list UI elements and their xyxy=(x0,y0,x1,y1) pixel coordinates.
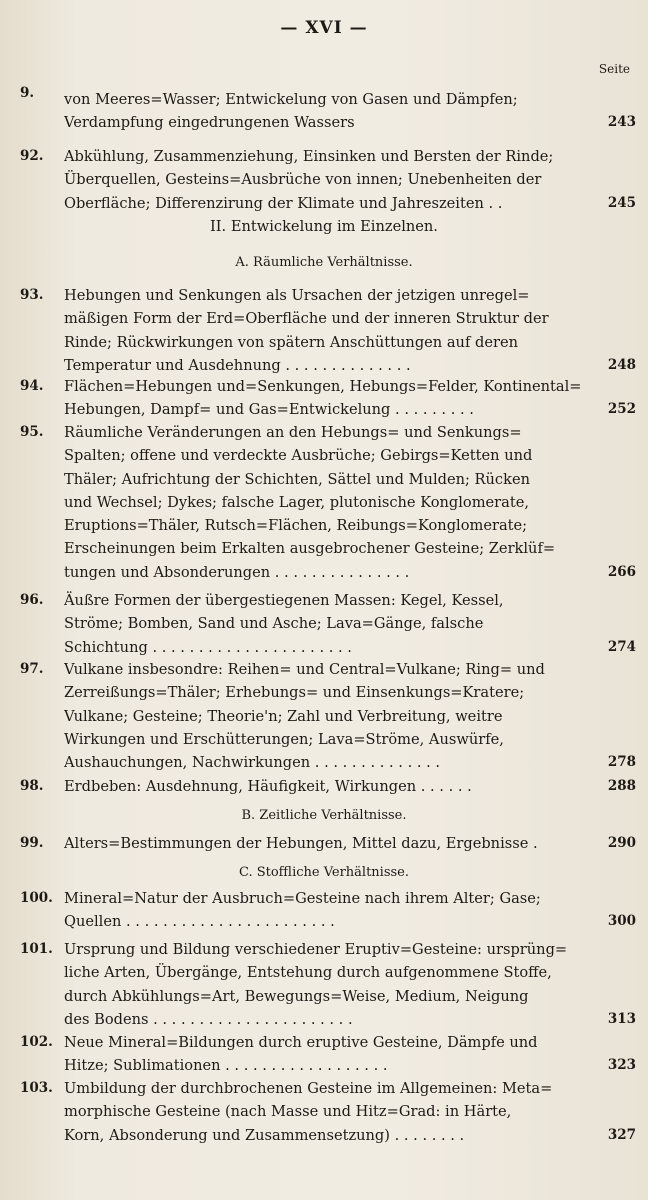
entry-number: 92. xyxy=(20,148,44,164)
entry-page-number: 288 xyxy=(607,778,636,794)
entry-line: Überquellen, Gesteins=Ausbrüche von innen; Unebenheiten der xyxy=(64,171,542,189)
entry-line: Eruptions=Thäler, Rutsch=Flächen, Reibungs=Konglomerate; xyxy=(64,517,528,535)
entry-number: 98. xyxy=(20,778,44,794)
entry-line: Vulkane insbesondre: Reihen= und Central=Vulkane; Ring= und xyxy=(64,661,545,678)
entry-line: Neue Mineral=Bildungen durch eruptive Gesteine, Dämpfe und xyxy=(64,1034,538,1051)
entry-line: Hebungen, Dampf= und Gas=Entwickelung . . . . . . . . . xyxy=(64,401,474,419)
entry-text xyxy=(64,938,604,1031)
entry-page-number: 245 xyxy=(607,194,636,211)
entry-number: 103. xyxy=(20,1080,53,1096)
entry-line: durch Abkühlungs=Art, Bewegungs=Weise, Medium, Neigung xyxy=(64,987,529,1005)
entry-line: Spalten; offene und verdeckte Ausbrüche; Gebirgs=Ketten und xyxy=(64,447,533,465)
entry-page-number: 290 xyxy=(607,835,636,851)
entry-number: 96. xyxy=(20,592,44,608)
seite-column-label: Seite xyxy=(598,62,630,76)
entry-line: Alters=Bestimmungen der Hebungen, Mittel dazu, Ergebnisse . xyxy=(64,835,538,852)
page-header: — XVI — xyxy=(280,18,368,38)
entry-text xyxy=(64,145,604,215)
entry-line: Oberfläche; Differenzirung der Klimate und Jahreszeiten . . xyxy=(64,194,503,212)
entry-number: 9. xyxy=(20,85,35,101)
entry-line: Vulkane; Gesteine; Theorie'n; Zahl und Verbreitung, weitre xyxy=(64,707,503,725)
entry-line: Erscheinungen beim Erkalten ausgebrochener Gesteine; Zerklüf= xyxy=(64,540,556,558)
entry-line: Zerreißungs=Thäler; Erhebungs= und Einsenkungs=Kratere; xyxy=(64,684,525,702)
entry-text xyxy=(64,658,604,774)
entry-line: Quellen . . . . . . . . . . . . . . . . . . . . . . . xyxy=(64,913,335,931)
entry-line: Erdbeben: Ausdehnung, Häufigkeit, Wirkungen . . . . . . xyxy=(64,778,472,795)
entry-number: 99. xyxy=(20,835,44,851)
entry-number: 101. xyxy=(20,941,53,957)
entry-number: 100. xyxy=(20,890,53,906)
entry-page-number: 323 xyxy=(607,1057,636,1074)
entry-line: Umbildung der durchbrochenen Gesteine im Allgemeinen: Meta= xyxy=(64,1080,553,1097)
entry-line: des Bodens . . . . . . . . . . . . . . . . . . . . . . xyxy=(64,1010,353,1028)
entry-page-number: 252 xyxy=(607,401,636,418)
entry-line: Thäler; Aufrichtung der Schichten, Sättel und Mulden; Rücken xyxy=(64,470,530,488)
entry-text xyxy=(64,421,604,584)
entry-line: Temperatur und Ausdehnung . . . . . . . . . . . . . . xyxy=(64,356,411,374)
entry-page-number: 266 xyxy=(607,563,636,580)
entry-page-number: 248 xyxy=(607,356,636,373)
entry-text xyxy=(64,375,604,422)
entry-line: Hitze; Sublimationen . . . . . . . . . . . . . . . . . . xyxy=(64,1057,388,1075)
entry-line: und Wechsel; Dykes; falsche Lager, plutonische Konglomerate, xyxy=(64,493,529,511)
entry-line: tungen und Absonderungen . . . . . . . . . . . . . . . xyxy=(64,563,410,581)
entry-page-number: 278 xyxy=(607,754,636,771)
entry-text xyxy=(64,1031,604,1078)
entry-line: Abkühlung, Zusammenziehung, Einsinken und Bersten der Rinde; xyxy=(64,148,554,165)
entry-line: Mineral=Natur der Ausbruch=Gesteine nach ihrem Alter; Gase; xyxy=(64,890,541,907)
subsection-heading-b: B. Zeitliche Verhältnisse. xyxy=(241,808,407,823)
entry-line: Schichtung . . . . . . . . . . . . . . . . . . . . . . xyxy=(64,638,352,656)
entry-page-number: 243 xyxy=(607,114,636,131)
entry-line: morphische Gesteine (nach Masse und Hitz=Grad: in Härte, xyxy=(64,1103,512,1121)
entry-line: Hebungen und Senkungen als Ursachen der jetzigen unregel= xyxy=(64,287,530,304)
entry-line: Äußre Formen der übergestiegenen Massen: Kegel, Kessel, xyxy=(64,592,504,609)
entry-text xyxy=(64,775,604,798)
entry-line: Rinde; Rückwirkungen von spätern Anschüttungen auf deren xyxy=(64,333,518,351)
entry-line: Aushauchungen, Nachwirkungen . . . . . . . . . . . . . . xyxy=(64,754,441,772)
entry-text xyxy=(64,1077,604,1147)
entry-page-number: 313 xyxy=(607,1010,636,1027)
entry-number: 95. xyxy=(20,424,44,440)
entry-page-number: 274 xyxy=(607,638,636,655)
entry-page-number: 327 xyxy=(607,1126,636,1143)
entry-line: Räumliche Veränderungen an den Hebungs= und Senkungs= xyxy=(64,424,522,441)
entry-text xyxy=(64,832,604,855)
entry-text xyxy=(64,887,604,934)
entry-line: Flächen=Hebungen und=Senkungen, Hebungs=Felder, Kontinental= xyxy=(64,378,582,395)
entry-line: Verdampfung eingedrungenen Wassers xyxy=(64,114,355,132)
section-heading-main: II. Entwickelung im Einzelnen. xyxy=(210,218,438,235)
entry-line: Wirkungen und Erschütterungen; Lava=Ströme, Auswürfe, xyxy=(64,730,504,748)
subsection-heading-a: A. Räumliche Verhältnisse. xyxy=(235,255,413,270)
entry-text xyxy=(64,88,604,135)
entry-number: 102. xyxy=(20,1034,53,1050)
entry-page-number: 300 xyxy=(607,913,636,930)
entry-text xyxy=(64,284,604,377)
entry-text xyxy=(64,589,604,659)
entry-line: von Meeres=Wasser; Entwickelung von Gasen und Dämpfen; xyxy=(64,91,518,108)
entry-number: 97. xyxy=(20,661,44,677)
entry-line: Ursprung und Bildung verschiedener Eruptiv=Gesteine: ursprüng= xyxy=(64,941,568,958)
entry-line: Korn, Absonderung und Zusammensetzung) . . . . . . . . xyxy=(64,1126,465,1144)
entry-line: liche Arten, Übergänge, Entstehung durch aufgenommene Stoffe, xyxy=(64,964,552,982)
subsection-heading-c: C. Stoffliche Verhältnisse. xyxy=(238,865,410,880)
entry-line: Ströme; Bomben, Sand und Asche; Lava=Gänge, falsche xyxy=(64,615,484,633)
entry-number: 94. xyxy=(20,378,44,394)
entry-number: 93. xyxy=(20,287,44,303)
entry-line: mäßigen Form der Erd=Oberfläche und der inneren Struktur der xyxy=(64,310,549,328)
